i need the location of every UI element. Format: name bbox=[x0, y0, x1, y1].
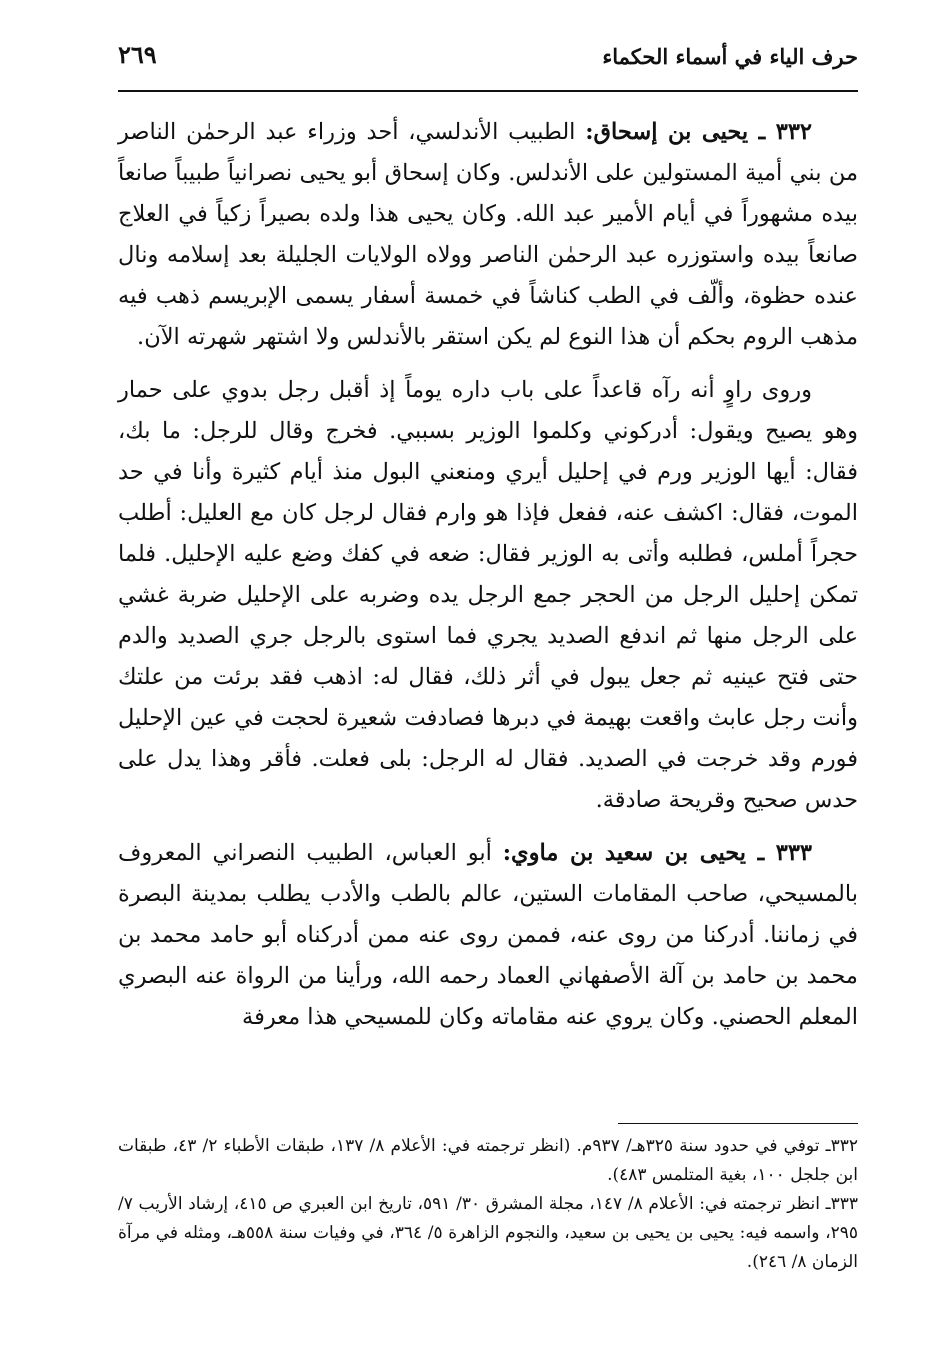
running-title: حرف الياء في أسماء الحكماء bbox=[602, 44, 858, 69]
entry-332-heading: ٣٣٢ ـ يحيى بن إسحاق: bbox=[585, 119, 812, 145]
footnote-separator bbox=[618, 1123, 858, 1124]
entry-332-paragraph bbox=[118, 112, 858, 358]
footnote-332: ٣٣٢ـ توفي في حدود سنة ٣٢٥هـ/ ٩٣٧م. (انظر ترجمته في: الأعلام ٨/ ١٣٧، طبقات الأطباء ٢/ ٤٣، طبقات ابن جلجل ١٠٠، بغية المتلمس ٤٨٣). bbox=[118, 1136, 858, 1185]
page-header bbox=[118, 38, 858, 90]
entry-332-text: الطبيب الأندلسي، أحد وزراء عبد الرحمٰن الناصر من بني أمية المستولين على الأندلس. وكان إسحاق أبو يحيى نصرانياً طبيباً صانعاً بيده مشهوراً في أيام الأمير عبد الله. وكان يحيى هذا ولده بصيراً زكياً في العلاج صانعاً بيده واستوزره عبد الرحمٰن الناصر وولاه الولايات الجليلة بعد إسلامه ونال عنده حظوة، وألّف في الطب كناشاً في خمسة أسفار يسمى الإبريسم ذهب فيه مذهب الروم بحكم أن هذا النوع لم يكن استقر بالأندلس ولا اشتهر شهرته الآن. bbox=[118, 119, 858, 350]
entry-332-story: وروى راوٍ أنه رآه قاعداً على باب داره يوماً إذ أقبل رجل بدوي على حمار وهو يصيح ويقول: أدركوني وكلموا الوزير بسببي. فخرج وقال للرجل: ما بك، فقال: أيها الوزير ورم في إحليل أيري ومنعني البول منذ أيام كثيرة وأنا في حد الموت، فقال: اكشف عنه، ففعل فإذا هو وارم فقال لرجل كان مع العليل: أطلب حجراً أملس، فطلبه وأتى به الوزير فقال: ضعه في كفك وضع عليه الإحليل. فلما تمكن إحليل الرجل من الحجر جمع الرجل يده وضربه على الإحليل ضربة غشي على الرجل منها ثم اندفع الصديد يجري فما استوى بالرجل جري الصديد والدم حتى فتح عينيه ثم جعل يبول في أثر ذلك، فقال له: اذهب فقد برئت من علتك وأنت رجل عابث واقعت بهيمة في دبرها فصادفت شعيرة لحجت في عين الإحليل فورم وقد خرجت في الصديد. فقال له الرجل: بلى فعلت. فأقر وهذا يدل على حدس صحيح وقريحة صادقة. bbox=[118, 377, 858, 813]
page-number: ٢٦٩ bbox=[118, 40, 157, 69]
entry-333-heading: ٣٣٣ ـ يحيى بن سعيد بن ماوي: bbox=[502, 840, 812, 866]
footnotes bbox=[118, 1132, 858, 1277]
main-text bbox=[118, 112, 858, 1038]
footnote-333: ٣٣٣ـ انظر ترجمته في: الأعلام ٨/ ١٤٧، مجلة المشرق ٣٠/ ٥٩١، تاريخ ابن العبري ص ٤١٥، إرشاد الأريب ٧/ ٢٩٥، واسمه فيه: يحيى بن يحيى بن سعيد، والنجوم الزاهرة ٥/ ٣٦٤، في وفيات سنة ٥٥٨هـ، ومثله في مرآة الزمان ٨/ ٢٤٦). bbox=[118, 1194, 858, 1272]
entry-333-text: أبو العباس، الطبيب النصراني المعروف بالمسيحي، صاحب المقامات الستين، عالم بالطب والأدب يطلب بمدينة البصرة في زماننا. أدركنا من روى عنه، فممن روى عنه ممن أدركناه أبو حامد محمد بن محمد بن حامد بن آلة الأصفهاني العماد رحمه الله، ورأينا من الرواة عنه البصري المعلم الحصني. وكان يروي عنه مقاماته وكان للمسيحي هذا معرفة bbox=[118, 840, 858, 1030]
entry-333-paragraph bbox=[118, 833, 858, 1038]
header-rule bbox=[118, 90, 858, 92]
